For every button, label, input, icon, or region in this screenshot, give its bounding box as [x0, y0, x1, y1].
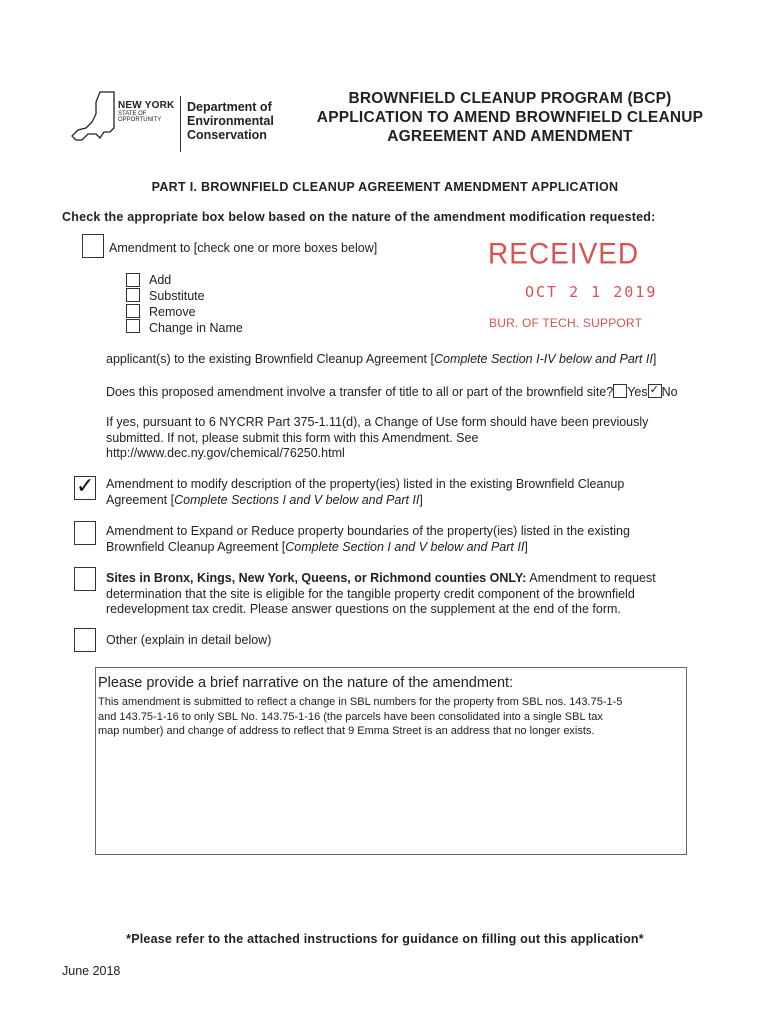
expand-line2-end: ]	[524, 539, 528, 554]
remove-checkbox[interactable]	[126, 304, 140, 318]
sites-line3: redevelopment tax credit. Please answer questions on the supplement at the end of the form.	[106, 602, 621, 616]
dec-name	[187, 100, 287, 142]
transfer-yes-checkbox[interactable]	[613, 384, 627, 398]
transfer-no-checkbox[interactable]	[648, 384, 662, 398]
add-label: Add	[149, 273, 172, 287]
ny-wordmark	[118, 100, 180, 123]
narrative-text	[98, 695, 684, 739]
sites-line2: determination that the site is eligible for the tangible property credit component of the brownfield	[106, 586, 635, 601]
narrative-line1: This amendment is submitted to reflect a change in SBL numbers for the property from SBL nos. 143.75-1-5	[98, 696, 623, 708]
if-yes-line2: submitted. If not, please submit this form with this Amendment. See	[106, 430, 479, 445]
modify-line2-end: ]	[419, 492, 423, 507]
tangible-property-credit-checkbox[interactable]	[74, 567, 96, 591]
expand-line1: Amendment to Expand or Reduce property boundaries of the property(ies) listed in the existing	[106, 524, 630, 538]
remove-label: Remove	[149, 305, 196, 319]
dec-name-line3: Conservation	[187, 128, 267, 142]
sites-bold: Sites in Bronx, Kings, New York, Queens, or Richmond counties ONLY:	[106, 571, 527, 585]
change-in-name-label: Change in Name	[149, 321, 243, 335]
form-title-line1: BROWNFIELD CLEANUP PROGRAM (BCP)	[348, 90, 672, 107]
received-stamp-date: OCT 2 1 2019	[525, 283, 658, 301]
nys-dec-logo	[70, 88, 280, 152]
form-title	[290, 89, 730, 146]
transfer-no-label: No	[661, 385, 678, 399]
footer-note: *Please refer to the attached instructions for guidance on filling out this application*	[126, 932, 644, 946]
modify-description-text	[106, 477, 746, 508]
narrative-line3: map number) and change of address to reflect that 9 Emma Street is an address that no longer exists.	[98, 725, 595, 737]
narrative-line2: and 143.75-1-16 to only SBL No. 143.75-1-16 (the parcels have been consolidated into a single SBL tax	[98, 710, 603, 723]
expand-line2-italic: Complete Section I and V below and Part II	[285, 539, 525, 554]
sites-line1	[106, 571, 746, 587]
transfer-yes-label: Yes	[627, 385, 648, 399]
new-york-state-outline-icon	[70, 88, 120, 148]
checkmark-icon: ✓	[649, 384, 659, 396]
modify-line2	[106, 493, 746, 509]
instructions: Check the appropriate box below based on the nature of the amendment modification requested:	[62, 210, 656, 224]
add-checkbox[interactable]	[126, 273, 140, 287]
ny-state-name: NEW YORK	[118, 100, 175, 111]
ny-state-sub2: OPPORTUNITY	[118, 117, 162, 123]
transfer-question: Does this proposed amendment involve a transfer of title to all or part of the brownfield site?	[106, 385, 614, 399]
change-in-name-checkbox[interactable]	[126, 319, 140, 333]
modify-line2-plain: Agreement [	[106, 492, 175, 507]
transfer-question-row	[106, 384, 766, 401]
received-stamp: RECEIVED	[488, 237, 640, 270]
amendment-to-checkbox[interactable]	[82, 234, 104, 258]
other-label: Other (explain in detail below)	[106, 633, 272, 647]
logo-divider	[180, 96, 181, 152]
amendment-to-label: Amendment to [check one or more boxes below]	[109, 241, 378, 255]
if-yes-line1: If yes, pursuant to 6 NYCRR Part 375-1.11(d), a Change of Use form should have been previously	[106, 415, 649, 429]
part-heading: PART I. BROWNFIELD CLEANUP AGREEMENT AMENDMENT APPLICATION	[151, 180, 619, 194]
other-checkbox[interactable]	[74, 628, 96, 652]
if-yes-paragraph	[106, 415, 746, 462]
applicant-text-plain: applicant(s) to the existing Brownfield Cleanup Agreement [	[106, 352, 434, 366]
tangible-property-credit-text	[106, 571, 746, 618]
sites-line1-rest: Amendment to request	[526, 571, 656, 585]
applicant-text-end: ]	[652, 352, 657, 366]
narrative-title: Please provide a brief narrative on the nature of the amendment:	[98, 675, 514, 691]
checkmark-icon: ✓	[76, 473, 95, 498]
dec-name-line1: Department of	[187, 100, 272, 114]
expand-line2-plain: Brownfield Cleanup Agreement [	[106, 539, 286, 554]
received-stamp-dept: BUR. OF TECH. SUPPORT	[489, 316, 643, 330]
form-title-line2: APPLICATION TO AMEND BROWNFIELD CLEANUP	[316, 109, 704, 126]
modify-description-checkbox[interactable]	[74, 473, 96, 500]
expand-reduce-text	[106, 524, 746, 555]
substitute-label: Substitute	[149, 289, 205, 303]
change-of-use-link[interactable]: http://www.dec.ny.gov/chemical/76250.html	[106, 446, 345, 460]
form-title-line3: AGREEMENT AND AMENDMENT	[387, 128, 633, 145]
applicant-text-italic: Complete Section I-IV below and Part II	[433, 352, 653, 366]
modify-line1: Amendment to modify description of the property(ies) listed in the existing Brownfield Cleanup	[106, 477, 625, 491]
expand-line2	[106, 540, 746, 556]
modify-line2-italic: Complete Sections I and V below and Part II	[174, 492, 420, 507]
applicant-text	[106, 352, 726, 368]
expand-reduce-checkbox[interactable]	[74, 521, 96, 545]
form-revision-date: June 2018	[62, 964, 121, 978]
substitute-checkbox[interactable]	[126, 288, 140, 302]
ny-state-sub1: STATE OF	[118, 111, 147, 117]
dec-name-line2: Environmental	[187, 114, 274, 128]
